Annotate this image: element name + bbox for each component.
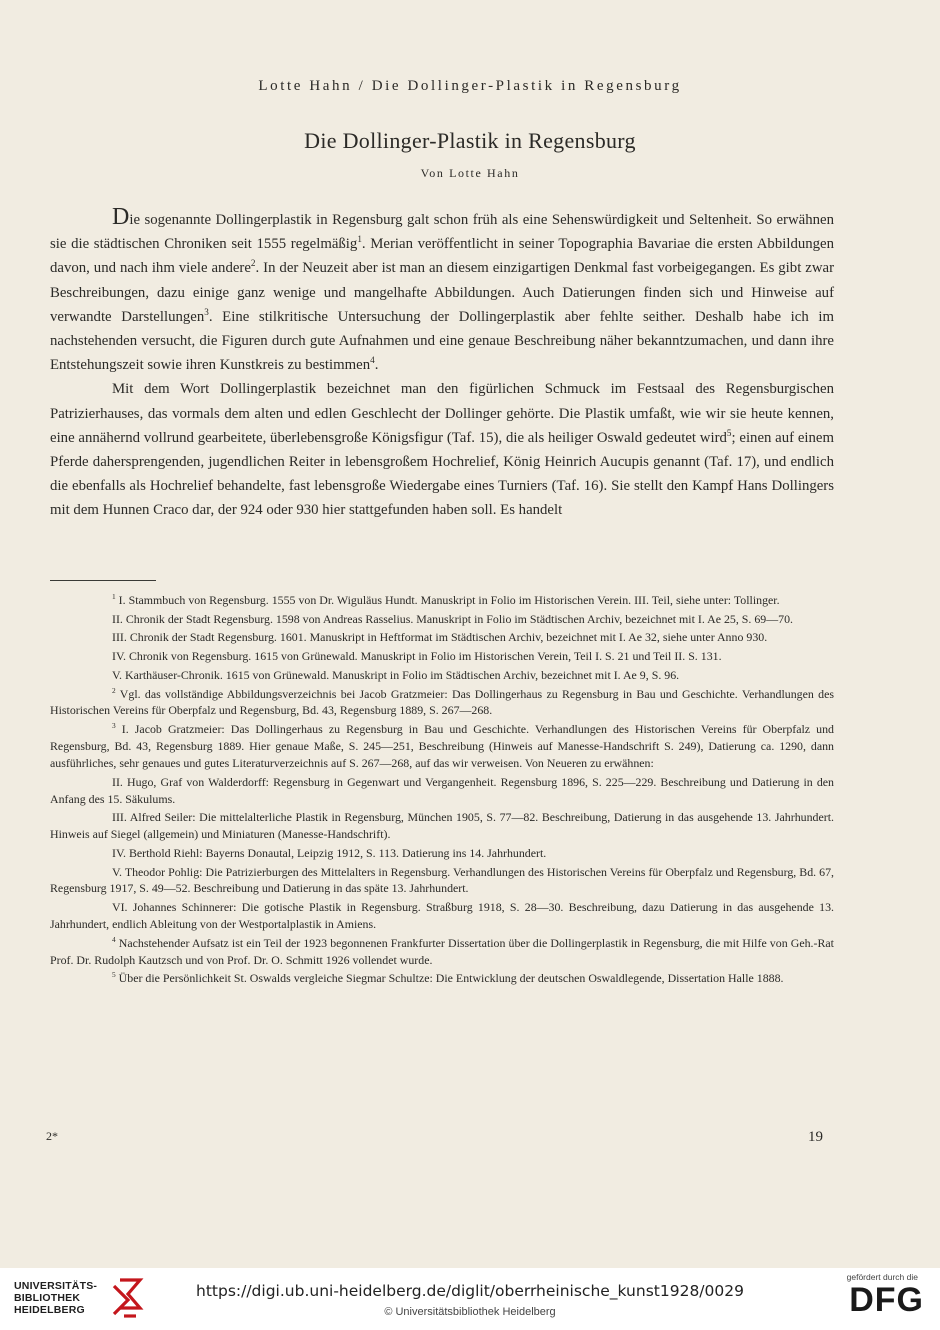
footnote: [50, 845, 834, 862]
page-number: 19: [808, 1129, 823, 1145]
footnote-rule: [50, 580, 156, 581]
paragraph-text: ie sogenannte Dollingerplastik in Regensburg galt schon früh als eine Sehenswürdigkeit und Seltenheit. So erwähnen sie die städtischen Chroniken seit 1555 regelmäßig: [50, 212, 834, 253]
footnote-text: V. Theodor Pohlig: Die Patrizierburgen des Mittelalters in Regensburg. Verhandlungen des Historischen Vereins für Oberpfalz und Regensburg, Bd. 67, Regensburg 1917, S. 49—52. Beschreibung und Datierung in das späte 13. Jahrhundert.: [50, 864, 834, 896]
paragraph-text: . In der Neuzeit aber ist man an diesem einzigartigen Denkmal fast vorbeigegangen. Es gibt zwar Beschreibungen, dazu einige ganz wenige und mangelhafte Abbildungen. Auch Datierungen finden sich und Hinweise auf verwandte Darstellungen: [50, 260, 835, 325]
footnote: [50, 809, 834, 843]
paragraph-text: . Eine stilkritische Untersuchung der Dollingerplastik aber fehlte seither. Deshalb habe ich im nachstehenden versucht, die Figuren durch gute Aufnahmen und eine genaue Beschreibung näher bekanntzumachen, und dann ihre Entstehungszeit sowie ihren Kunstkreis zu bestimmen: [50, 308, 834, 374]
footnote-ref[interactable]: 2: [250, 258, 256, 269]
permalink-url[interactable]: https://digi.ub.uni-heidelberg.de/diglit/oberrheinische_kunst1928/0029: [196, 1282, 744, 1300]
footnote-ref[interactable]: 4: [370, 355, 375, 366]
paragraph-text: .: [374, 357, 379, 374]
footnote-ref[interactable]: 5: [726, 427, 732, 438]
footnote-text: II. Hugo, Graf von Walderdorff: Regensburg in Gegenwart und Vergangenheit. Regensburg 1896, S. 225—229. Beschreibung und Datierung in den Anfang des 15. Säkulums.: [50, 774, 834, 806]
footnote-ref[interactable]: 3: [204, 306, 209, 317]
paragraph: [50, 204, 835, 377]
footnote-text: Vgl. das vollständige Abbildungsverzeichnis bei Jacob Gratzmeier: Das Dollingerhaus zu Regensburg in Bau und Geschichte. Verhandlungen des Historischen Vereins für Oberpfalz und Regensburg, Bd. 43, Regensburg 1889, S. 267—268.: [50, 686, 834, 718]
footnote-text: V. Karthäuser-Chronik. 1615 von Grünewald. Manuskript in Folio im Städtischen Archiv, bezeichnet mit I. Ae 9, S. 96.: [112, 667, 680, 682]
footnote-text: Über die Persönlichkeit St. Oswalds vergleiche Siegmar Schultze: Die Entwicklung der deutschen Oswaldlegende, Dissertation Halle 1888.: [118, 971, 784, 986]
footnote-mark: 5: [112, 970, 116, 980]
footnote: [50, 970, 834, 987]
footnote-text: I. Jacob Gratzmeier: Das Dollingerhaus zu Regensburg in Bau und Geschichte. Verhandlungen des Historischen Vereins für Oberpfalz und Regensburg, Bd. 43, Regensburg 1889. Hier genaue Maße, S. 245—251, Beschreibung (Hinweis auf Manesse-Handschrift S. 249), Datierung ca. 1290, dann ausführliches, sehr genaues und gutes Literaturverzeichnis auf S. 267—268, auf das wir verweisen. Von Neueren zu erwähnen:: [50, 722, 834, 770]
copyright-text: © Universitätsbibliothek Heidelberg: [384, 1306, 556, 1318]
footnote-text: III. Chronik der Stadt Regensburg. 1601. Manuskript in Heftformat im Städtischen Archiv, bezeichnet mit I. Ae 32, siehe unter Anno 930.: [112, 630, 768, 645]
drop-cap: D: [112, 204, 130, 230]
paragraph: [50, 377, 834, 522]
footnote-text: IV. Berthold Riehl: Bayerns Donautal, Leipzig 1912, S. 113. Datierung ins 14. Jahrhundert.: [112, 845, 547, 860]
dfg-logo[interactable]: DFG: [849, 1281, 924, 1319]
footnote: [50, 629, 834, 646]
footnote-text: II. Chronik der Stadt Regensburg. 1598 von Andreas Rasselius. Manuskript in Folio im Städtischen Archiv, bezeichnet mit I. Ae 25, S. 69—70.: [112, 611, 793, 626]
footnote: [50, 935, 834, 969]
footnote-text: I. Stammbuch von Regensburg. 1555 von Dr. Wiguläus Hundt. Manuskript in Folio im Historischen Verein. III. Teil, siehe unter: Tollinger.: [118, 593, 780, 607]
footnote: [50, 667, 834, 684]
footnotes: [50, 592, 834, 989]
paragraph-text: ; einen auf einem Pferde dahersprengenden, jugendlichen Reiter in lebensgroßem Hochrelief, König Heinrich Aucupis genannt (Taf. 17), und endlich die ebenfalls als Hochrelief behandelte, fast lebensgroße Wiedergabe eines Turniers (Taf. 16). Sie stellt den Kampf Hans Dollingers mit dem Hunnen Craco dar, der 924 oder 930 hier stattgefunden haben soll. Es handelt: [50, 429, 834, 519]
footnote-mark: 4: [112, 934, 116, 944]
running-head: Lotte Hahn / Die Dollinger-Plastik in Regensburg: [258, 78, 682, 94]
footnote-ref[interactable]: 1: [357, 234, 362, 245]
footnote-text: VI. Johannes Schinnerer: Die gotische Plastik in Regensburg. Straßburg 1918, S. 28—30. Beschreibung, dazu Datierung in das ausgehende 13. Jahrhundert, endlich Ableitung von der Westportalplastik in Amiens.: [50, 900, 834, 932]
article-title: Die Dollinger-Plastik in Regensburg: [304, 128, 636, 153]
viewer-footer: [0, 1268, 940, 1330]
footnote: [50, 721, 834, 772]
paragraph-text: Mit dem Wort Dollingerplastik bezeichnet man den figürlichen Schmuck im Festsaal des Regensburgischen Patrizierhauses, das vormals dem alten und edlen Geschlecht der Dollinger gehörte. Die Plastik umfaßt, wie wir sie heute kennen, eine annähernd vollrund gearbeitete, überlebensgroße Königsfigur (Taf. 15), die als heiliger Oswald gedeutet wird: [50, 381, 834, 446]
footnote: [50, 648, 834, 665]
footnote-mark: 3: [112, 721, 116, 731]
footnote-text: Nachstehender Aufsatz ist ein Teil der 1923 begonnenen Frankfurter Dissertation über die Dollingerplastik in Regensburg, die mit Hilfe von Geh.-Rat Prof. Dr. Rudolph Kautzsch und von Prof. Dr. O. Schmitt 1926 vollendet wurde.: [50, 935, 834, 967]
library-logo-text: UNIVERSITÄTS- BIBLIOTHEK HEIDELBERG: [14, 1280, 98, 1316]
footnote-text: IV. Chronik von Regensburg. 1615 von Grünewald. Manuskript in Folio im Historischen Verein, Teil I. S. 21 und Teil II. S. 131.: [112, 649, 722, 664]
funding-note: gefördert durch die: [846, 1272, 918, 1282]
paragraph-text: . Merian veröffentlicht in seiner Topographia Bavariae die ersten Abbildungen davon, und nach ihm viele andere: [50, 236, 834, 277]
footnote: [50, 899, 834, 933]
footnote: [50, 774, 834, 808]
footnote: [50, 592, 834, 609]
signature-mark: 2*: [46, 1129, 58, 1143]
byline: Von Lotte Hahn: [420, 166, 520, 180]
footnote: [50, 611, 834, 628]
footnote-text: III. Alfred Seiler: Die mittelalterliche Plastik in Regensburg, München 1905, S. 77—82. Beschreibung, Datierung in das ausgehende 13. Jahrhundert. Hinweis auf Siegel (allgemein) und Miniaturen (Manesse-Handschrift).: [50, 810, 834, 842]
footnote: [50, 864, 834, 898]
footnote: [50, 686, 834, 720]
footnote-mark: 1: [112, 592, 116, 602]
footnote-mark: 2: [112, 685, 116, 695]
article-body: [50, 204, 835, 523]
